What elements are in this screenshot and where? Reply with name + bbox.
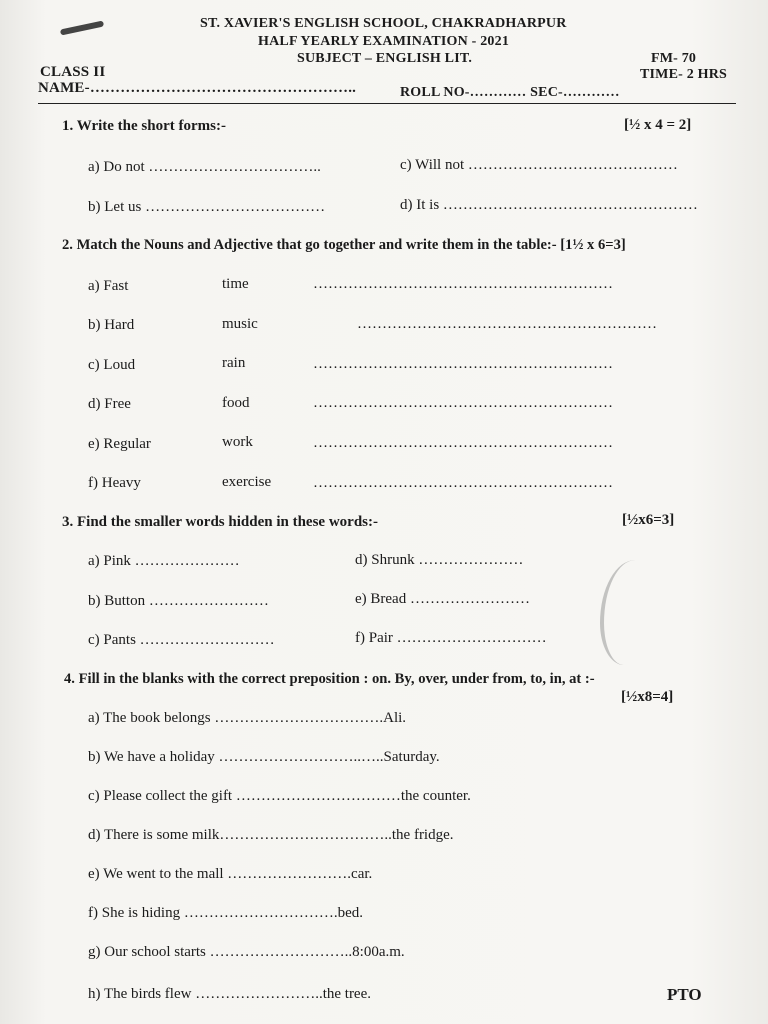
q2-answer-line: …………………………………………………… (313, 475, 613, 491)
q2-adjective: b) Hard (88, 317, 135, 333)
q2-adjective: a) Fast (88, 278, 129, 294)
q4-title: 4. Fill in the blanks with the correct preposition : on. By, over, under from, to, in, at :- (64, 671, 595, 687)
q1-item: b) Let us ……………………………… (88, 199, 326, 215)
q2-noun: work (222, 434, 253, 450)
q1-marks: [½ x 4 = 2] (624, 117, 692, 133)
header-rule (38, 103, 736, 104)
q4-item: g) Our school starts ………………………..8:00a.m. (88, 944, 405, 960)
name-field: NAME-…………………………………………….. (38, 80, 357, 96)
q4-item: d) There is some milk……………………………..the fridge. (88, 827, 454, 843)
q3-item: f) Pair ………………………… (355, 630, 547, 646)
q1-item: c) Will not …………………………………… (400, 157, 678, 173)
q4-marks: [½x8=4] (621, 689, 674, 705)
q1-item: d) It is …………………………………………… (400, 197, 698, 213)
q3-title: 3. Find the smaller words hidden in these words:- (62, 514, 378, 530)
full-marks: FM- 70 (651, 51, 697, 66)
q4-item: h) The birds flew ……………………..the tree. (88, 986, 372, 1002)
q1-title: 1. Write the short forms:- (62, 118, 226, 134)
q2-noun: music (222, 316, 258, 332)
q3-item: d) Shrunk ………………… (355, 552, 524, 568)
q1-item: a) Do not …………………………….. (88, 159, 321, 175)
q4-item: c) Please collect the gift ……………………………the counter. (88, 788, 471, 804)
subject-line: SUBJECT – ENGLISH LIT. (297, 51, 473, 66)
q2-answer-line: …………………………………………………… (313, 356, 613, 372)
q3-item: b) Button …………………… (88, 593, 269, 609)
school-name: ST. XAVIER'S ENGLISH SCHOOL, CHAKRADHARPUR (200, 16, 567, 31)
q2-answer-line: …………………………………………………… (313, 276, 613, 292)
q2-adjective: e) Regular (88, 436, 151, 452)
q3-item: e) Bread …………………… (355, 591, 530, 607)
ink-mark (60, 20, 104, 35)
exam-title: HALF YEARLY EXAMINATION - 2021 (258, 34, 510, 49)
q4-item: f) She is hiding ………………………….bed. (88, 905, 363, 921)
q2-answer-line: …………………………………………………… (357, 316, 657, 332)
page-curl-shadow (600, 560, 659, 665)
q2-noun: rain (222, 355, 246, 371)
q2-adjective: c) Loud (88, 357, 136, 373)
q3-item: c) Pants ……………………… (88, 632, 275, 648)
q2-adjective: f) Heavy (88, 475, 141, 491)
q2-title: 2. Match the Nouns and Adjective that go together and write them in the table:- [1½ x 6=3] (62, 237, 626, 253)
q2-noun: food (222, 395, 250, 411)
q4-item: b) We have a holiday ………………………..…..Saturday. (88, 749, 440, 765)
q2-answer-line: …………………………………………………… (313, 435, 613, 451)
time-allowed: TIME- 2 HRS (640, 67, 727, 82)
q2-answer-line: …………………………………………………… (313, 395, 613, 411)
q2-noun: time (222, 276, 249, 292)
q4-item: a) The book belongs …………………………….Ali. (88, 710, 407, 726)
q3-marks: [½x6=3] (622, 512, 675, 528)
pto-label: PTO (667, 985, 702, 1004)
roll-sec-field: ROLL NO-………… SEC-………… (400, 85, 620, 100)
q2-adjective: d) Free (88, 396, 131, 412)
q4-item: e) We went to the mall …………………….car. (88, 866, 373, 882)
q3-item: a) Pink ………………… (88, 553, 240, 569)
q2-noun: exercise (222, 474, 272, 490)
class-label: CLASS II (40, 64, 106, 80)
